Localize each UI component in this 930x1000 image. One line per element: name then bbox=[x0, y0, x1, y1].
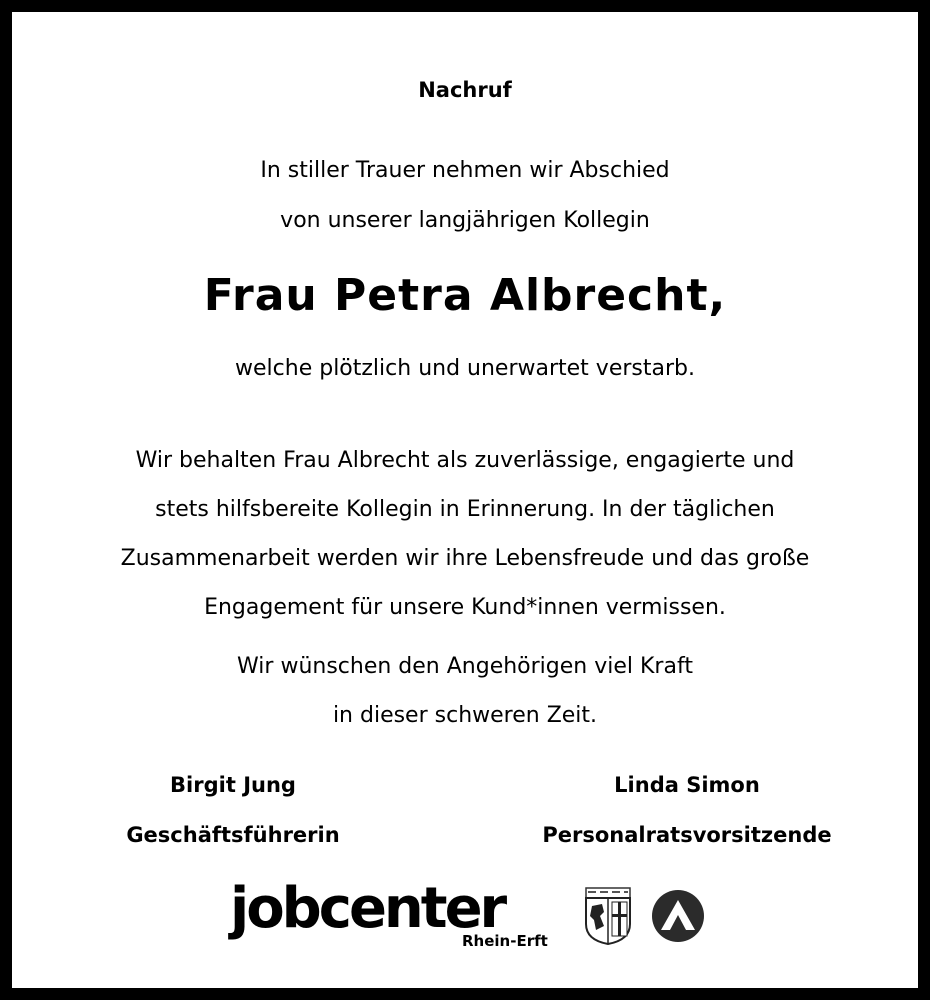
signer-role: Geschäftsführerin bbox=[126, 823, 340, 847]
logo-subtitle: Rhein-Erft bbox=[462, 932, 548, 950]
paragraph-line: Wir behalten Frau Albrecht als zuverlässige, engagierte und bbox=[135, 448, 795, 473]
signature-right bbox=[517, 760, 857, 860]
signer-role: Personalratsvorsitzende bbox=[542, 823, 832, 847]
signature-left bbox=[63, 760, 403, 860]
paragraph-line: Zusammenarbeit werden wir ihre Lebensfreude und das große bbox=[120, 546, 810, 571]
deceased-name: Frau Petra Albrecht, bbox=[203, 270, 727, 321]
remembrance-paragraph bbox=[12, 436, 918, 632]
condolence-wish bbox=[12, 642, 918, 740]
coat-of-arms-icon bbox=[582, 886, 634, 946]
intro-line-2: von unserer langjährigen Kollegin bbox=[280, 208, 650, 233]
wish-line: in dieser schweren Zeit. bbox=[332, 703, 598, 728]
intro-line-1: In stiller Trauer nehmen wir Abschied bbox=[260, 158, 670, 183]
after-name-line: welche plötzlich und unerwartet verstarb. bbox=[235, 356, 695, 381]
wish-line: Wir wünschen den Angehörigen viel Kraft bbox=[237, 654, 693, 679]
signer-name: Birgit Jung bbox=[170, 773, 296, 797]
obituary-notice bbox=[12, 12, 918, 988]
paragraph-line: stets hilfsbereite Kollegin in Erinnerung. In der täglichen bbox=[155, 497, 775, 522]
employment-agency-icon bbox=[650, 888, 706, 944]
notice-heading: Nachruf bbox=[418, 78, 512, 102]
logo-wordmark: jobcenter bbox=[230, 876, 505, 941]
jobcenter-logo bbox=[230, 874, 710, 964]
signer-name: Linda Simon bbox=[614, 773, 760, 797]
paragraph-line: Engagement für unsere Kund*innen vermissen. bbox=[204, 595, 726, 620]
